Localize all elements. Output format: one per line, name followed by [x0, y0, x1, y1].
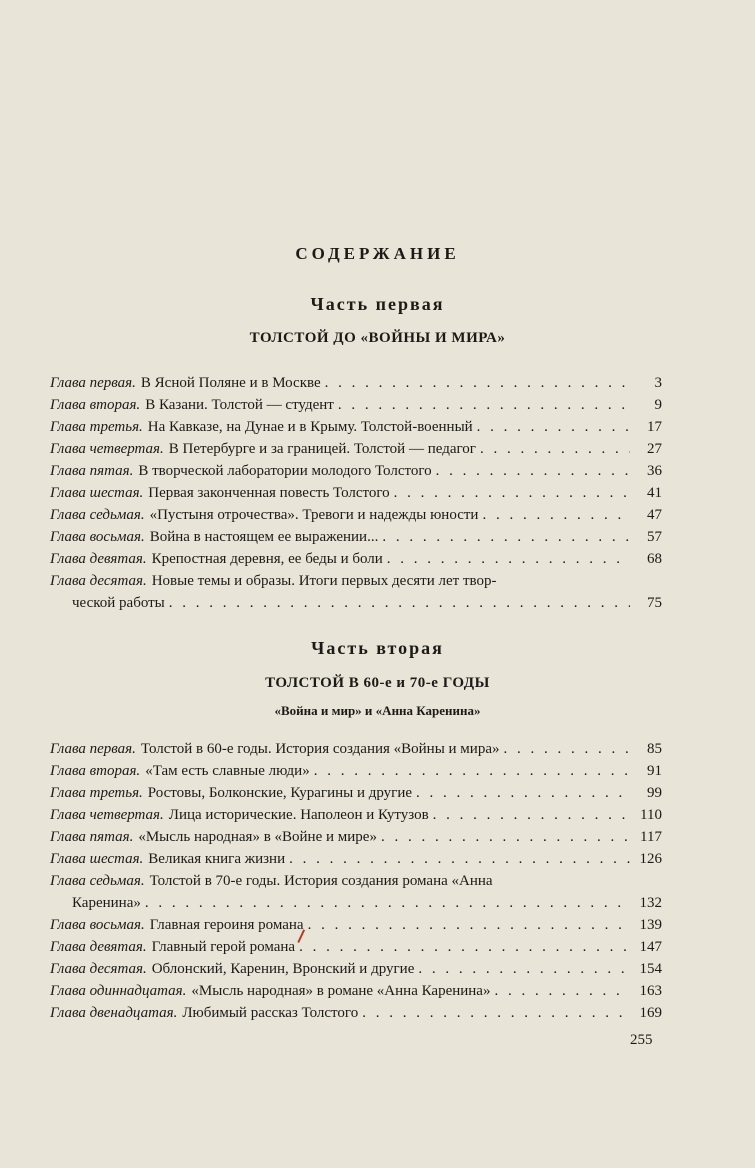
- toc-entry[interactable]: [50, 870, 662, 914]
- chapter-title: «Мысль народная» в «Войне и мире»: [138, 829, 377, 845]
- page-number: 27: [647, 441, 662, 457]
- chapter-label: Глава вторая.: [50, 763, 141, 779]
- toc-entry[interactable]: [50, 958, 662, 980]
- leader-dots: [436, 460, 630, 482]
- chapter-label: Глава двенадцатая.: [50, 1005, 178, 1021]
- leader-dots: [169, 592, 630, 614]
- leader-dots: [362, 1002, 630, 1024]
- leader-dots: [477, 416, 630, 438]
- chapter-title: Любимый рассказ Толстого: [182, 1005, 359, 1021]
- page-number: 117: [640, 829, 662, 845]
- leader-dots: [381, 826, 630, 848]
- chapter-label: Глава шестая.: [50, 851, 144, 867]
- chapter-title: На Кавказе, на Дунае и в Крыму. Толстой-военный: [147, 419, 473, 435]
- toc-entry[interactable]: [50, 482, 662, 504]
- page-number: 139: [639, 917, 662, 933]
- chapter-title: Первая законченная повесть Толстого: [148, 485, 390, 501]
- toc-entry[interactable]: [50, 804, 662, 826]
- leader-dots: [382, 526, 630, 548]
- toc-entry[interactable]: [50, 438, 662, 460]
- leader-dots: [325, 372, 630, 394]
- chapter-label: Глава пятая.: [50, 463, 134, 479]
- toc-entry[interactable]: [50, 738, 662, 760]
- page-number: 110: [640, 807, 662, 823]
- chapter-label: Глава седьмая.: [50, 873, 145, 889]
- chapter-title: Главный герой романа: [151, 939, 296, 955]
- chapter-title: Облонский, Каренин, Вронский и другие: [151, 961, 415, 977]
- chapter-title-cont: Каренина»: [72, 895, 141, 911]
- leader-dots: [416, 782, 630, 804]
- leader-dots: [504, 738, 631, 760]
- toc-entry[interactable]: [50, 570, 662, 614]
- leader-dots: [145, 892, 630, 914]
- part2-title: Часть вторая: [311, 638, 444, 658]
- chapter-title: Крепостная деревня, ее беды и боли: [151, 551, 383, 567]
- toc-entry[interactable]: [50, 526, 662, 548]
- chapter-label: Глава первая.: [50, 741, 136, 757]
- page-number: 9: [654, 397, 662, 413]
- toc-entry[interactable]: [50, 460, 662, 482]
- part2-subtitle-works: «Война и мир» и «Анна Каренина»: [274, 703, 481, 718]
- leader-dots: [494, 980, 630, 1002]
- chapter-label: Глава восьмая.: [50, 529, 145, 545]
- page-number: 3: [654, 375, 662, 391]
- toc-part2: [50, 738, 662, 1024]
- contents-heading: СОДЕРЖАНИЕ: [295, 244, 460, 263]
- toc-entry[interactable]: [50, 1002, 662, 1024]
- chapter-label: Глава девятая.: [50, 551, 147, 567]
- chapter-label: Глава десятая.: [50, 961, 147, 977]
- leader-dots: [308, 914, 630, 936]
- chapter-title: В Ясной Поляне и в Москве: [140, 375, 321, 391]
- page-number: 36: [647, 463, 662, 479]
- chapter-title: Главная героиня романа: [149, 917, 304, 933]
- page-number: 17: [647, 419, 662, 435]
- chapter-title: «Мысль народная» в романе «Анна Каренина»: [191, 983, 491, 999]
- leader-dots: [482, 504, 630, 526]
- chapter-title: Толстой в 60-е годы. История создания «Войны и мира»: [140, 741, 500, 757]
- page-number: 99: [647, 785, 662, 801]
- toc-entry[interactable]: [50, 416, 662, 438]
- chapter-title: «Там есть славные люди»: [145, 763, 310, 779]
- page-folio: 255: [630, 1032, 653, 1048]
- chapter-title: В творческой лаборатории молодого Толстого: [138, 463, 432, 479]
- page-number: 85: [647, 741, 662, 757]
- toc-entry[interactable]: [50, 826, 662, 848]
- toc-part1: [50, 372, 662, 614]
- chapter-label: Глава пятая.: [50, 829, 134, 845]
- chapter-title: Лица исторические. Наполеон и Кутузов: [168, 807, 429, 823]
- page-number: 154: [639, 961, 662, 977]
- toc-entry[interactable]: [50, 980, 662, 1002]
- chapter-label: Глава девятая.: [50, 939, 147, 955]
- chapter-label: Глава седьмая.: [50, 507, 145, 523]
- page-number: 126: [639, 851, 662, 867]
- page-number: 68: [647, 551, 662, 567]
- part1-subtitle: ТОЛСТОЙ ДО «ВОЙНЫ И МИРА»: [249, 330, 506, 346]
- toc-entry[interactable]: [50, 394, 662, 416]
- chapter-label: Глава одиннадцатая.: [50, 983, 187, 999]
- leader-dots: [418, 958, 630, 980]
- part1-title: Часть первая: [310, 294, 445, 314]
- toc-entry[interactable]: [50, 372, 662, 394]
- chapter-label: Глава третья.: [50, 785, 143, 801]
- toc-entry[interactable]: [50, 914, 662, 936]
- page-number: 163: [639, 983, 662, 999]
- chapter-label: Глава шестая.: [50, 485, 144, 501]
- leader-dots: [433, 804, 630, 826]
- chapter-label: Глава вторая.: [50, 397, 141, 413]
- page-number: 132: [639, 895, 662, 911]
- chapter-title: Великая книга жизни: [148, 851, 286, 867]
- toc-entry[interactable]: [50, 936, 662, 958]
- chapter-title: В Казани. Толстой — студент: [145, 397, 334, 413]
- chapter-title: Ростовы, Болконские, Курагины и другие: [147, 785, 413, 801]
- toc-entry[interactable]: [50, 548, 662, 570]
- chapter-label: Глава четвертая.: [50, 807, 164, 823]
- page-number: 41: [647, 485, 662, 501]
- chapter-label: Глава десятая.: [50, 573, 147, 589]
- chapter-title: Толстой в 70-е годы. История создания романа «Анна: [149, 873, 493, 889]
- leader-dots: [289, 848, 630, 870]
- leader-dots: [299, 936, 630, 958]
- page-number: 47: [647, 507, 662, 523]
- page-number: 147: [639, 939, 662, 955]
- chapter-label: Глава восьмая.: [50, 917, 145, 933]
- page-number: 75: [647, 595, 662, 611]
- chapter-label: Глава третья.: [50, 419, 143, 435]
- page-number: 91: [647, 763, 662, 779]
- chapter-title-cont: ческой работы: [72, 595, 165, 611]
- chapter-label: Глава четвертая.: [50, 441, 164, 457]
- chapter-label: Глава первая.: [50, 375, 136, 391]
- chapter-title: В Петербурге и за границей. Толстой — педагог: [168, 441, 476, 457]
- chapter-title: Новые темы и образы. Итоги первых десяти лет твор-: [151, 573, 497, 589]
- part2-subtitle: ТОЛСТОЙ В 60-е и 70-е ГОДЫ: [265, 675, 490, 691]
- page-number: 169: [639, 1005, 662, 1021]
- leader-dots: [314, 760, 630, 782]
- toc-entry[interactable]: [50, 504, 662, 526]
- toc-entry[interactable]: [50, 848, 662, 870]
- toc-entry[interactable]: [50, 760, 662, 782]
- leader-dots: [338, 394, 630, 416]
- page-number: 57: [647, 529, 662, 545]
- chapter-title: «Пустыня отрочества». Тревоги и надежды юности: [149, 507, 479, 523]
- leader-dots: [387, 548, 630, 570]
- leader-dots: [394, 482, 630, 504]
- toc-entry[interactable]: [50, 782, 662, 804]
- chapter-title: Война в настоящем ее выражении...: [149, 529, 379, 545]
- leader-dots: [480, 438, 630, 460]
